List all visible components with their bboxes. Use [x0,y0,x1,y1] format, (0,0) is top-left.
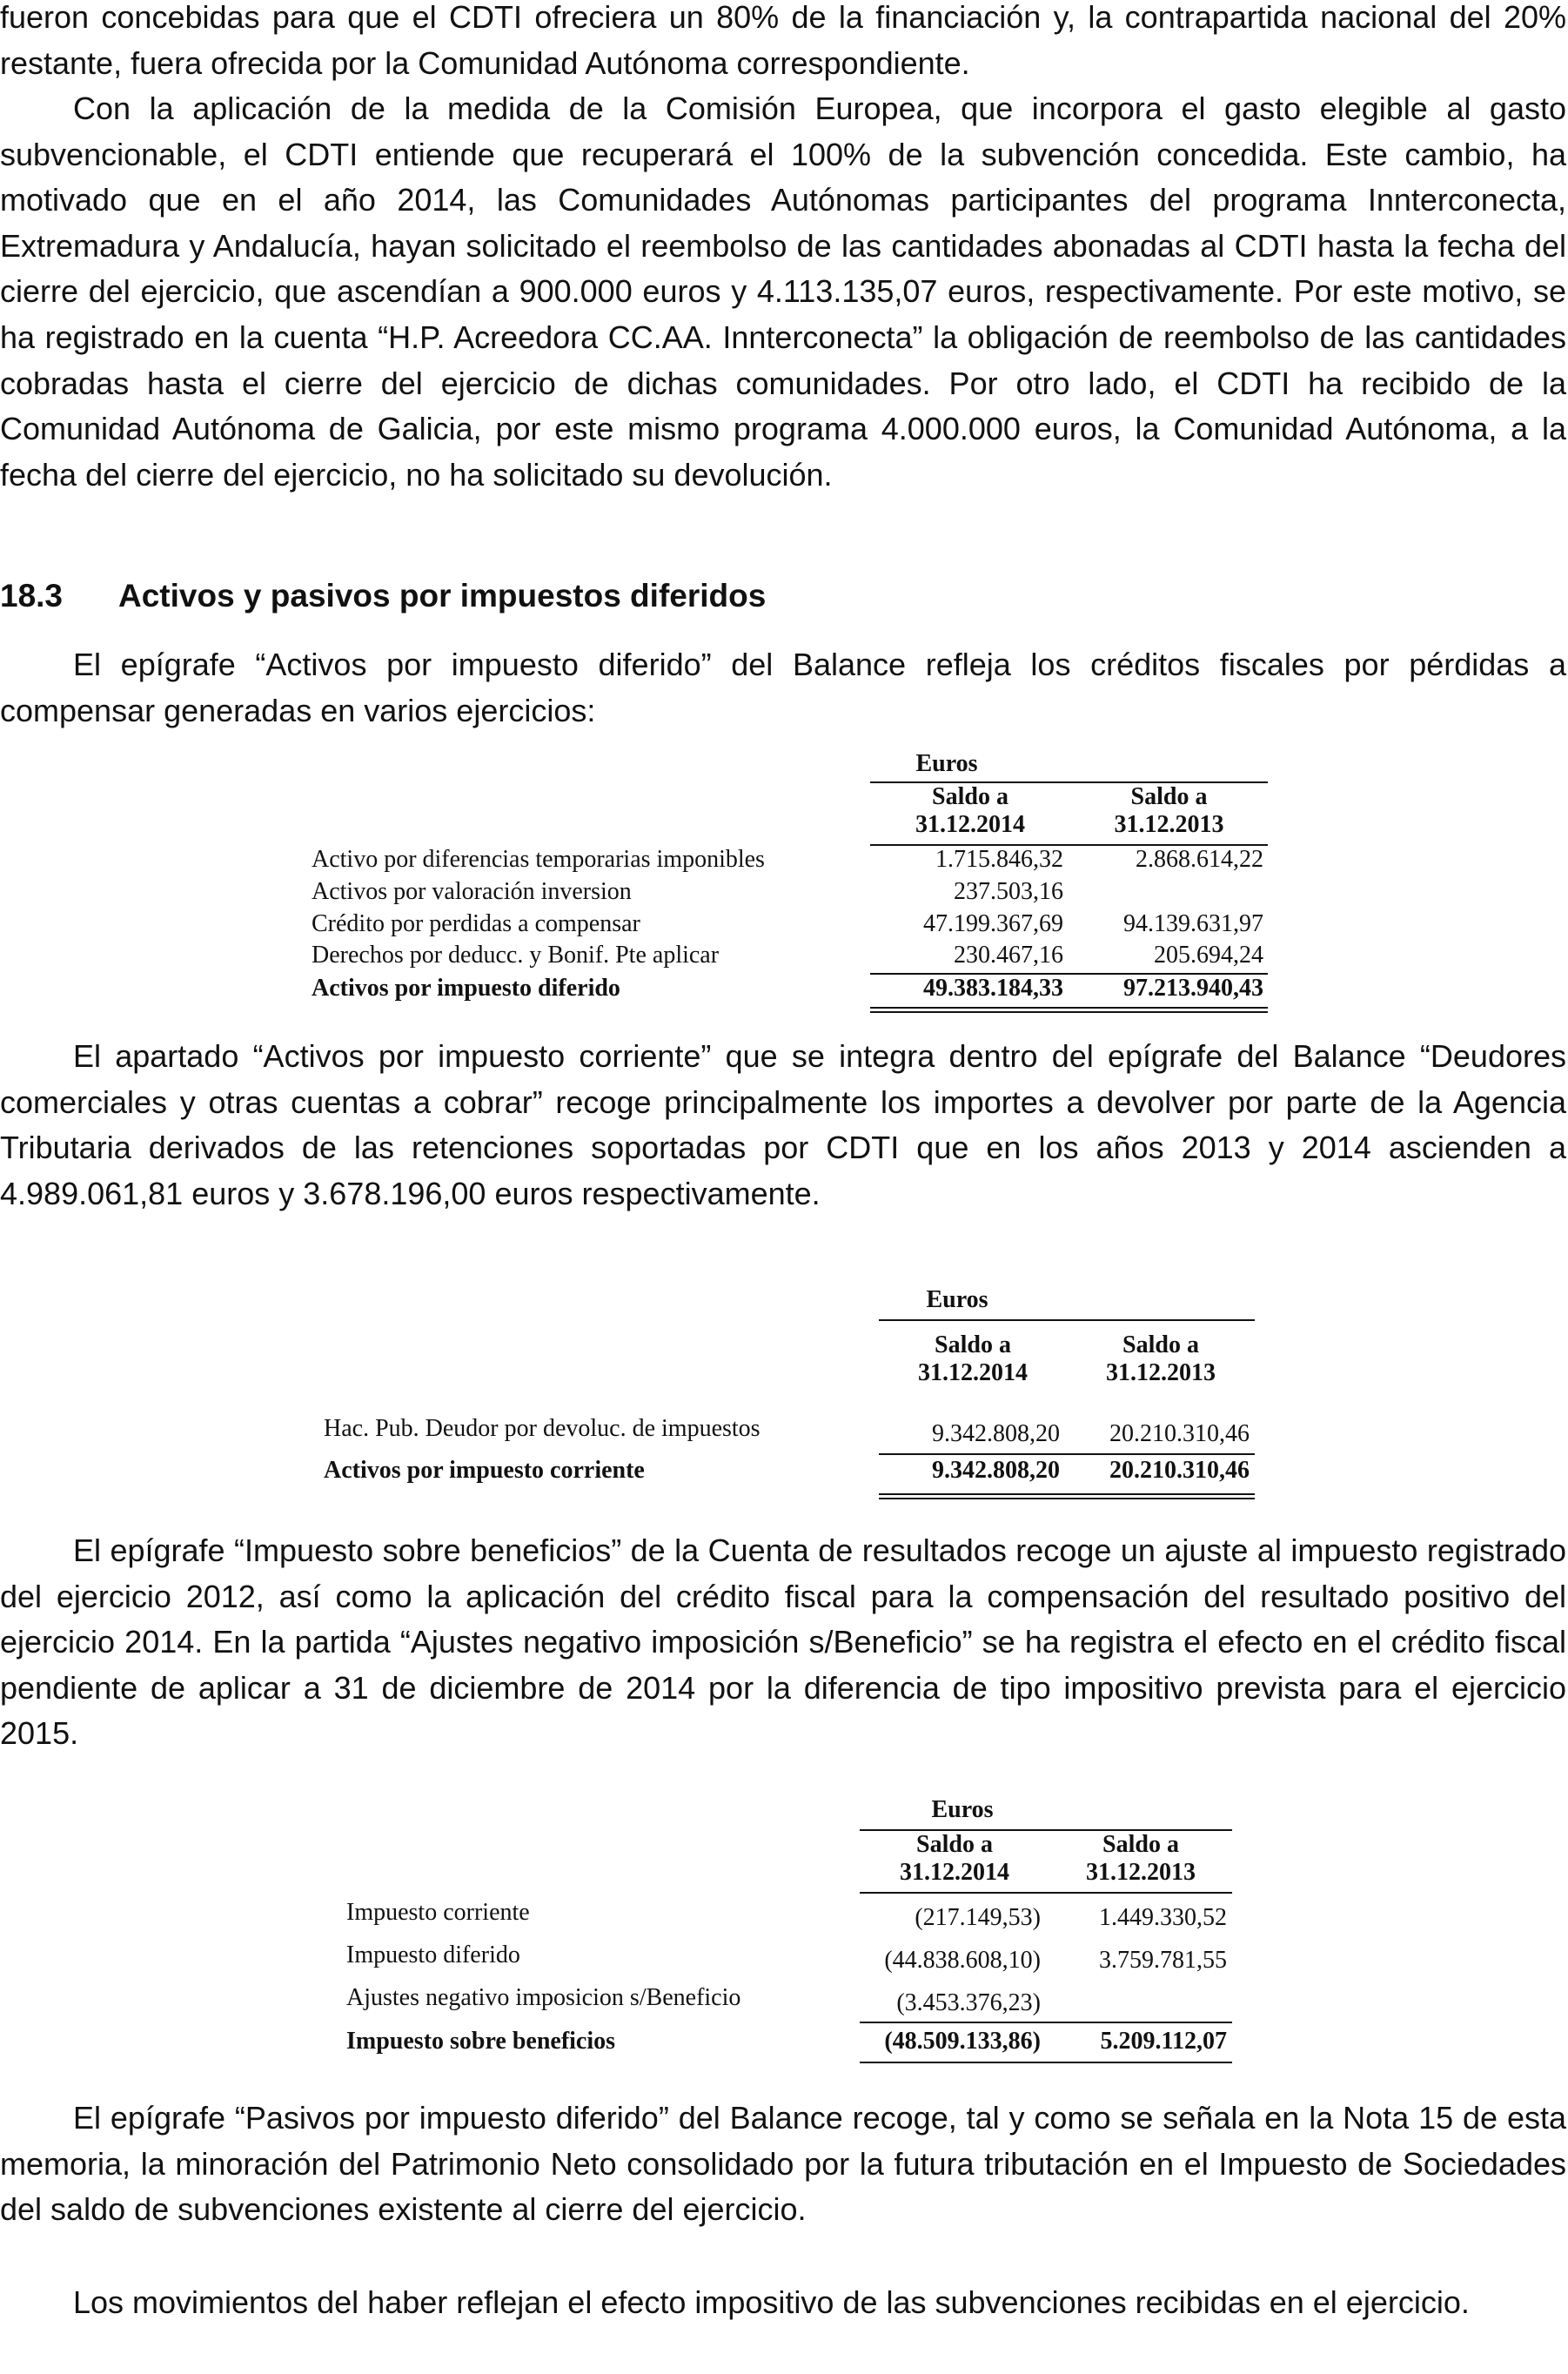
value-2013: 2.868.614,22 [1136,846,1263,873]
value-2014: 237.503,16 [954,878,1063,905]
total-label: Activos por impuesto corriente [324,1457,645,1484]
row-label: Ajustes negativo imposicion s/Beneficio [346,1984,741,2011]
subtotal-rule [879,1453,1255,1455]
total-2013: 5.209.112,07 [1100,2028,1227,2055]
value-2014: (3.453.376,23) [896,1989,1041,2016]
total-2013: 97.213.940,43 [1123,975,1263,1002]
table-current-tax-assets [324,1286,1263,1512]
value-2013: 205.694,24 [1154,942,1263,969]
paragraph-deferred-assets: El epígrafe “Activos por impuesto diferido” del Balance refleja los créditos fiscales por pérdidas a compensar generadas en varios ejercicios: [0,647,1566,728]
section-number: 18.3 [0,578,64,614]
table-unit: Euros [931,1796,994,1823]
table-unit: Euros [926,1286,988,1313]
value-2014: (44.838.608,10) [884,1947,1041,1974]
total-2014: 9.342.808,20 [932,1457,1060,1484]
paragraph-reimbursement: Con la aplicación de la medida de la Comisión Europea, que incorpora el gasto elegible al gasto subvencionable, el CDTI entiende que recuperará el 100% de la subvención concedida. Este cambio, ha motivado que en el año 2014, las Comunidades Autónomas participantes del programa Innterconecta, Extremadura y Andalucía, hayan solicitado el reembolso de las cantidades abonadas al CDTI hasta la fecha del cierre del ejercicio, que ascendían a 900.000 euros y 4.113.135,07 euros, respectivamente. Por este motivo, se ha registrado en la cuenta “H.P. Acreedora CC.AA. Innterconecta” la obligación de reembolso de las cantidades cobradas hasta el cierre del ejercicio de dichas comunidades. Por otro lado, el CDTI ha recibido de la Comunidad Autónoma de Galicia, por este mismo programa 4.000.000 euros, la Comunidad Autónoma, a la fecha del cierre del ejercicio, no ha solicitado su devolución. [0,91,1566,493]
subtotal-rule [860,2022,1232,2023]
value-2013: 1.449.330,52 [1099,1904,1227,1931]
row-label: Activos por valoración inversion [312,878,632,905]
value-2013: 20.210.310,46 [1109,1420,1250,1447]
total-2013: 20.210.310,46 [1109,1457,1250,1484]
row-label: Hac. Pub. Deudor por devoluc. de impuestos [324,1415,761,1442]
paragraph-financing: fueron concebidas para que el CDTI ofreciera un 80% de la financiación y, la contrapartida nacional del 20% restante, fuera ofrecida por la Comunidad Autónoma correspondiente. [0,0,1566,81]
table-income-tax [346,1796,1251,2066]
row-label: Impuesto diferido [346,1941,520,1968]
row-label: Derechos por deducc. y Bonif. Pte aplicar [312,942,720,969]
paragraph-credit-movements: Los movimientos del haber reflejan el efecto impositivo de las subvenciones recibidas en el ejercicio. [73,2284,1470,2320]
col-header-2014: Saldo a 31.12.2014 [918,1331,1028,1386]
paragraph-current-tax-assets: El apartado “Activos por impuesto corriente” que se integra dentro del epígrafe del Balance “Deudores comerciales y otras cuentas a cobrar” recoge principalmente los importes a devolver por parte de la Agencia Tributaria derivados de las retenciones soportadas por CDTI que en los años 2013 y 2014 ascienden a 4.989.061,81 euros y 3.678.196,00 euros respectivamente. [0,1038,1566,1211]
value-2014: 47.199.367,69 [923,910,1063,937]
value-2014: 9.342.808,20 [932,1420,1060,1447]
total-2014: (48.509.133,86) [884,2028,1041,2055]
section-title: Activos y pasivos por impuestos diferidos [118,578,767,614]
col-header-2014: Saldo a 31.12.2014 [915,783,1025,838]
row-label: Crédito por perdidas a compensar [312,910,640,937]
value-2013: 3.759.781,55 [1099,1947,1227,1974]
total-double-rule [879,1493,1255,1499]
col-header-2013: Saldo a 31.12.2013 [1114,783,1224,838]
total-label: Activos por impuesto diferido [312,975,620,1002]
col-header-2013: Saldo a 31.12.2013 [1106,1331,1216,1386]
total-double-rule [870,1007,1268,1013]
total-2014: 49.383.184,33 [923,975,1063,1002]
paragraph-income-tax: El epígrafe “Impuesto sobre beneficios” de la Cuenta de resultados recoge un ajuste al impuesto registrado del ejercicio 2012, así como la aplicación del crédito fiscal para la compensación del resultado positivo del ejercicio 2014. En la partida “Ajustes negativo imposición s/Beneficio” se ha registra el efecto en el crédito fiscal pendiente de aplicar a 31 de diciembre de 2014 por la diferencia de tipo impositivo prevista para el ejercicio 2015. [0,1532,1566,1752]
col-header-2014: Saldo a 31.12.2014 [900,1831,1009,1886]
header-rule [860,1892,1232,1894]
total-label: Impuesto sobre beneficios [346,2028,616,2055]
section-heading [0,574,766,618]
total-rule [860,2062,1232,2063]
row-label: Impuesto corriente [346,1899,530,1926]
paragraph-deferred-liabilities: El epígrafe “Pasivos por impuesto diferido” del Balance recoge, tal y como se señala en la Nota 15 de esta memoria, la minoración del Patrimonio Neto consolidado por la futura tributación en el Impuesto de Sociedades del saldo de subvenciones existente al cierre del ejercicio. [0,2100,1566,2228]
value-2014: (217.149,53) [915,1904,1041,1931]
value-2014: 1.715.846,32 [935,846,1063,873]
table-unit: Euros [915,750,978,777]
value-2013: 94.139.631,97 [1123,910,1263,937]
table-deferred-tax-assets [312,750,1269,1020]
col-header-2013: Saldo a 31.12.2013 [1086,1831,1196,1886]
row-label: Activo por diferencias temporarias imponibles [312,846,765,873]
value-2014: 230.467,16 [954,942,1063,969]
header-rule [879,1319,1255,1321]
